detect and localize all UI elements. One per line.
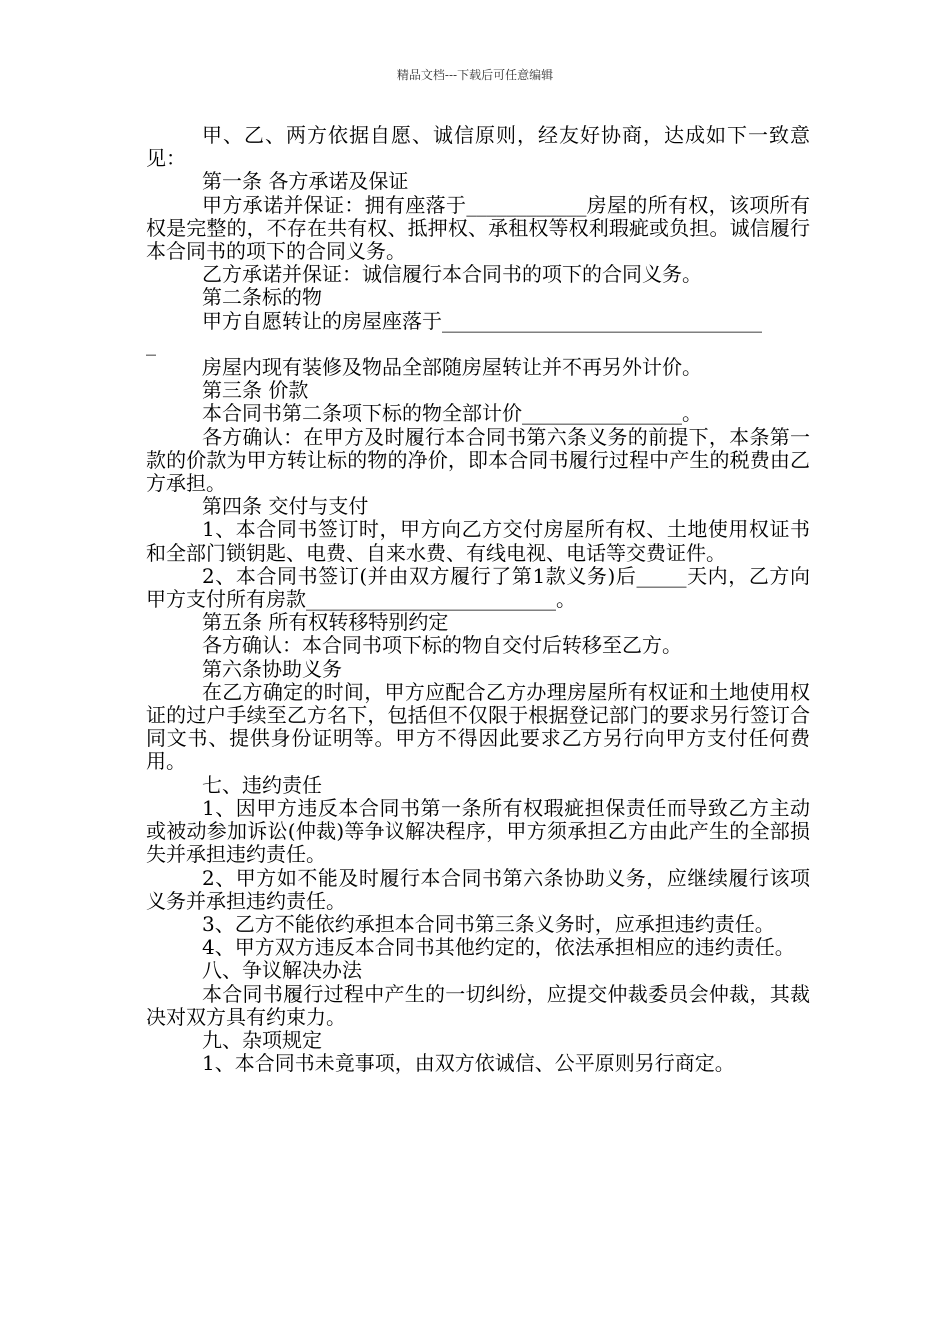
heading-article-7: 七、违约责任 bbox=[202, 772, 322, 797]
heading-article-8: 八、争议解决办法 bbox=[202, 958, 362, 983]
paragraph: 本合同书履行过程中产生的一切纠纷，应提交仲裁委员会仲裁，其裁决对双方具有约束力。 bbox=[146, 981, 810, 1029]
page-header: 精品文档---下载后可任意编辑 bbox=[396, 68, 554, 82]
heading-article-5: 第五条 所有权转移特别约定 bbox=[202, 610, 449, 635]
paragraph: 2、甲方如不能及时履行本合同书第六条协助义务，应继续履行该项义务并承担违约责任。 bbox=[146, 865, 810, 913]
heading-article-1: 第一条 各方承诺及保证 bbox=[202, 169, 409, 194]
paragraph: 各方确认：在甲方及时履行本合同书第六条义务的前提下，本条第一款的价款为甲方转让标的物的净价，即本合同书履行过程中产生的税费由乙方承担。 bbox=[146, 424, 810, 496]
paragraph: 1、本合同书签订时，甲方向乙方交付房屋所有权、土地使用权证书和全部门锁钥匙、电费、自来水费、有线电视、电话等交费证件。 bbox=[146, 517, 810, 565]
paragraph-intro: 甲、乙、两方依据自愿、诚信原则，经友好协商，达成如下一致意见： bbox=[146, 123, 810, 171]
paragraph: 各方确认：本合同书项下标的物自交付后转移至乙方。 bbox=[202, 633, 682, 658]
paragraph: 1、本合同书未竟事项，由双方依诚信、公平原则另行商定。 bbox=[202, 1051, 735, 1076]
heading-article-4: 第四条 交付与支付 bbox=[202, 494, 369, 519]
heading-article-6: 第六条协助义务 bbox=[202, 656, 342, 681]
paragraph: 甲方承诺并保证：拥有座落于____________房屋的所有权，该项所有权是完整的，不存在共有权、抵押权、承租权等权利瑕疵或负担。诚信履行本合同书的项下的合同义务。 bbox=[146, 192, 810, 264]
document-body bbox=[146, 124, 810, 1075]
paragraph: 4、甲方双方违反本合同书其他约定的，依法承担相应的违约责任。 bbox=[202, 935, 795, 960]
paragraph: 2、本合同书签订(并由双方履行了第1款义务)后_____天内，乙方向甲方支付所有房款_________________________。 bbox=[146, 563, 810, 612]
heading-article-3: 第三条 价款 bbox=[202, 378, 309, 403]
paragraph: 房屋内现有装修及物品全部随房屋转让并不再另外计价。 bbox=[202, 355, 702, 380]
paragraph-continuation: _ bbox=[146, 331, 156, 356]
paragraph: 本合同书第二条项下标的物全部计价________________。 bbox=[202, 401, 702, 426]
paragraph: 在乙方确定的时间，甲方应配合乙方办理房屋所有权证和土地使用权证的过户手续至乙方名下，包括但不仅限于根据登记部门的要求另行签订合同文书、提供身份证明等。甲方不得因此要求乙方另行向甲方支付任何费用。 bbox=[146, 679, 810, 774]
paragraph: 乙方承诺并保证：诚信履行本合同书的项下的合同义务。 bbox=[202, 262, 702, 287]
heading-article-9: 九、杂项规定 bbox=[202, 1027, 322, 1052]
paragraph: 1、因甲方违反本合同书第一条所有权瑕疵担保责任而导致乙方主动或被动参加诉讼(仲裁)等争议解决程序，甲方须承担乙方由此产生的全部损失并承担违约责任。 bbox=[146, 795, 810, 867]
heading-article-2: 第二条标的物 bbox=[202, 285, 322, 310]
paragraph: 甲方自愿转让的房屋座落于________________________________ bbox=[202, 308, 762, 333]
paragraph: 3、乙方不能依约承担本合同书第三条义务时，应承担违约责任。 bbox=[202, 911, 775, 936]
